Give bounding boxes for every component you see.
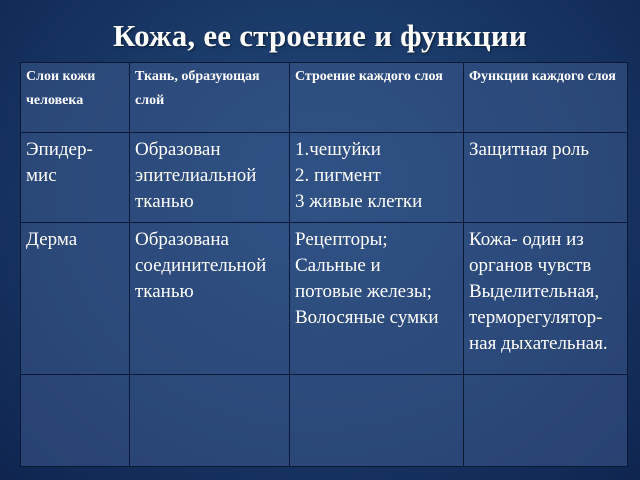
table-row [21, 133, 628, 223]
cell-structure-empty [290, 375, 464, 467]
header-cell-tissue: Ткань, образующая слой [130, 63, 290, 133]
cell-tissue: Образован эпителиальной тканью [130, 133, 290, 223]
cell-structure: 1.чешуйки 2. пигмент 3 живые клетки [290, 133, 464, 223]
cell-layer-empty [21, 375, 130, 467]
cell-functions-empty [464, 375, 628, 467]
table-row [21, 223, 628, 375]
cell-functions: Защитная роль [464, 133, 628, 223]
table-header-row [21, 63, 628, 133]
header-cell-functions: Функции каждого слоя [464, 63, 628, 133]
slide-title: Кожа, ее строение и функции [112, 18, 527, 53]
cell-functions: Кожа- один из органов чувств Выделительная, терморегулятор- ная дыхательная. [464, 223, 628, 375]
cell-structure: Рецепторы; Сальные и потовые железы; Волосяные сумки [290, 223, 464, 375]
cell-tissue: Образована соединительной тканью [130, 223, 290, 375]
table-row-empty [21, 375, 628, 467]
header-cell-structure: Строение каждого слоя [290, 63, 464, 133]
cell-tissue-empty [130, 375, 290, 467]
header-cell-layers: Слои кожи человека [21, 63, 130, 133]
skin-structure-table [20, 62, 628, 467]
cell-layer: Эпидер- мис [21, 133, 130, 223]
cell-layer: Дерма [21, 223, 130, 375]
